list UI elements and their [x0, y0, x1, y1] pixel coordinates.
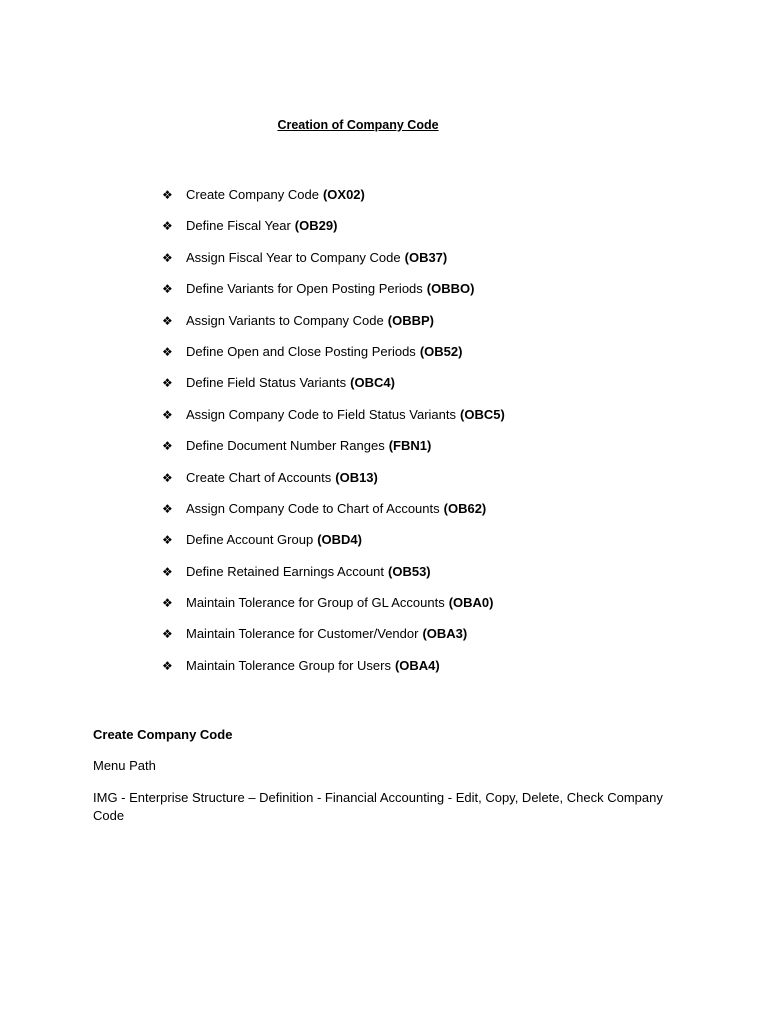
transaction-code-list	[162, 186, 505, 688]
transaction-code: (OBC4)	[350, 375, 395, 391]
list-item	[162, 374, 505, 405]
list-item-label: Create Company Code	[186, 187, 319, 202]
transaction-code: (OBA3)	[422, 626, 468, 642]
list-item	[162, 343, 505, 374]
transaction-code: (OBA0)	[448, 595, 494, 611]
list-item-label: Assign Fiscal Year to Company Code	[186, 249, 401, 265]
section-heading: Create Company Code	[93, 727, 233, 742]
transaction-code: (OB29)	[294, 218, 338, 234]
transaction-code: (OBBO)	[426, 281, 475, 297]
transaction-code: (OBBP)	[387, 312, 434, 328]
list-item	[162, 249, 505, 280]
list-item	[162, 594, 505, 625]
list-item-label: Define Account Group	[186, 532, 314, 548]
diamond-bullet-icon: ❖	[162, 533, 173, 548]
list-item-label: Maintain Tolerance for Customer/Vendor	[186, 626, 419, 642]
list-item-label: Assign Company Code to Field Status Variants	[186, 406, 457, 422]
list-item-label: Create Chart of Accounts	[186, 469, 332, 485]
list-item-label: Define Fiscal Year	[186, 218, 291, 234]
menu-path-text: IMG - Enterprise Structure – Definition - Financial Accounting - Edit, Copy, Delete, Check Company Code	[93, 790, 663, 823]
list-item	[162, 406, 505, 437]
diamond-bullet-icon: ❖	[162, 250, 173, 265]
diamond-bullet-icon: ❖	[162, 596, 173, 611]
diamond-bullet-icon: ❖	[162, 501, 173, 516]
list-item	[162, 186, 505, 217]
diamond-bullet-icon: ❖	[162, 564, 173, 579]
transaction-code: (FBN1)	[388, 438, 432, 454]
diamond-bullet-icon: ❖	[162, 470, 173, 485]
transaction-code: (OB13)	[335, 469, 378, 485]
list-item	[162, 500, 505, 531]
transaction-code: (OBC5)	[460, 406, 505, 422]
list-item	[162, 437, 505, 468]
transaction-code: (OBD4)	[317, 532, 362, 548]
list-item-label: Define Variants for Open Posting Periods	[186, 281, 423, 297]
list-item-label: Assign Variants to Company Code	[186, 312, 384, 328]
list-item	[162, 625, 505, 656]
list-item	[162, 312, 505, 343]
transaction-code: (OB53)	[388, 563, 431, 579]
list-item	[162, 531, 505, 562]
transaction-code: (OB62)	[443, 500, 487, 516]
transaction-code: (OB37)	[404, 249, 448, 265]
list-item-label: Assign Company Code to Chart of Accounts	[186, 500, 440, 516]
diamond-bullet-icon: ❖	[162, 282, 173, 297]
list-item-label: Maintain Tolerance Group for Users	[186, 657, 391, 673]
document-title: Creation of Company Code	[277, 118, 439, 132]
list-item-label: Maintain Tolerance for Group of GL Accounts	[186, 595, 445, 611]
transaction-code: (OBA4)	[394, 657, 440, 673]
diamond-bullet-icon: ❖	[162, 376, 173, 391]
list-item-label: Define Open and Close Posting Periods	[186, 343, 416, 359]
diamond-bullet-icon: ❖	[162, 627, 173, 642]
transaction-code: (OX02)	[322, 187, 365, 202]
list-item	[162, 469, 505, 500]
list-item	[162, 217, 505, 248]
list-item-label: Define Document Number Ranges	[186, 438, 385, 454]
list-item-label: Define Field Status Variants	[186, 375, 347, 391]
diamond-bullet-icon: ❖	[162, 188, 173, 202]
diamond-bullet-icon: ❖	[162, 219, 173, 234]
list-item-label: Define Retained Earnings Account	[186, 563, 385, 579]
transaction-code: (OB52)	[419, 343, 463, 359]
list-item	[162, 280, 505, 311]
menu-path-label: Menu Path	[93, 758, 156, 773]
list-item	[162, 563, 505, 594]
list-item	[162, 657, 505, 688]
diamond-bullet-icon: ❖	[162, 439, 173, 454]
diamond-bullet-icon: ❖	[162, 344, 173, 359]
diamond-bullet-icon: ❖	[162, 407, 173, 422]
diamond-bullet-icon: ❖	[162, 658, 173, 673]
diamond-bullet-icon: ❖	[162, 313, 173, 328]
